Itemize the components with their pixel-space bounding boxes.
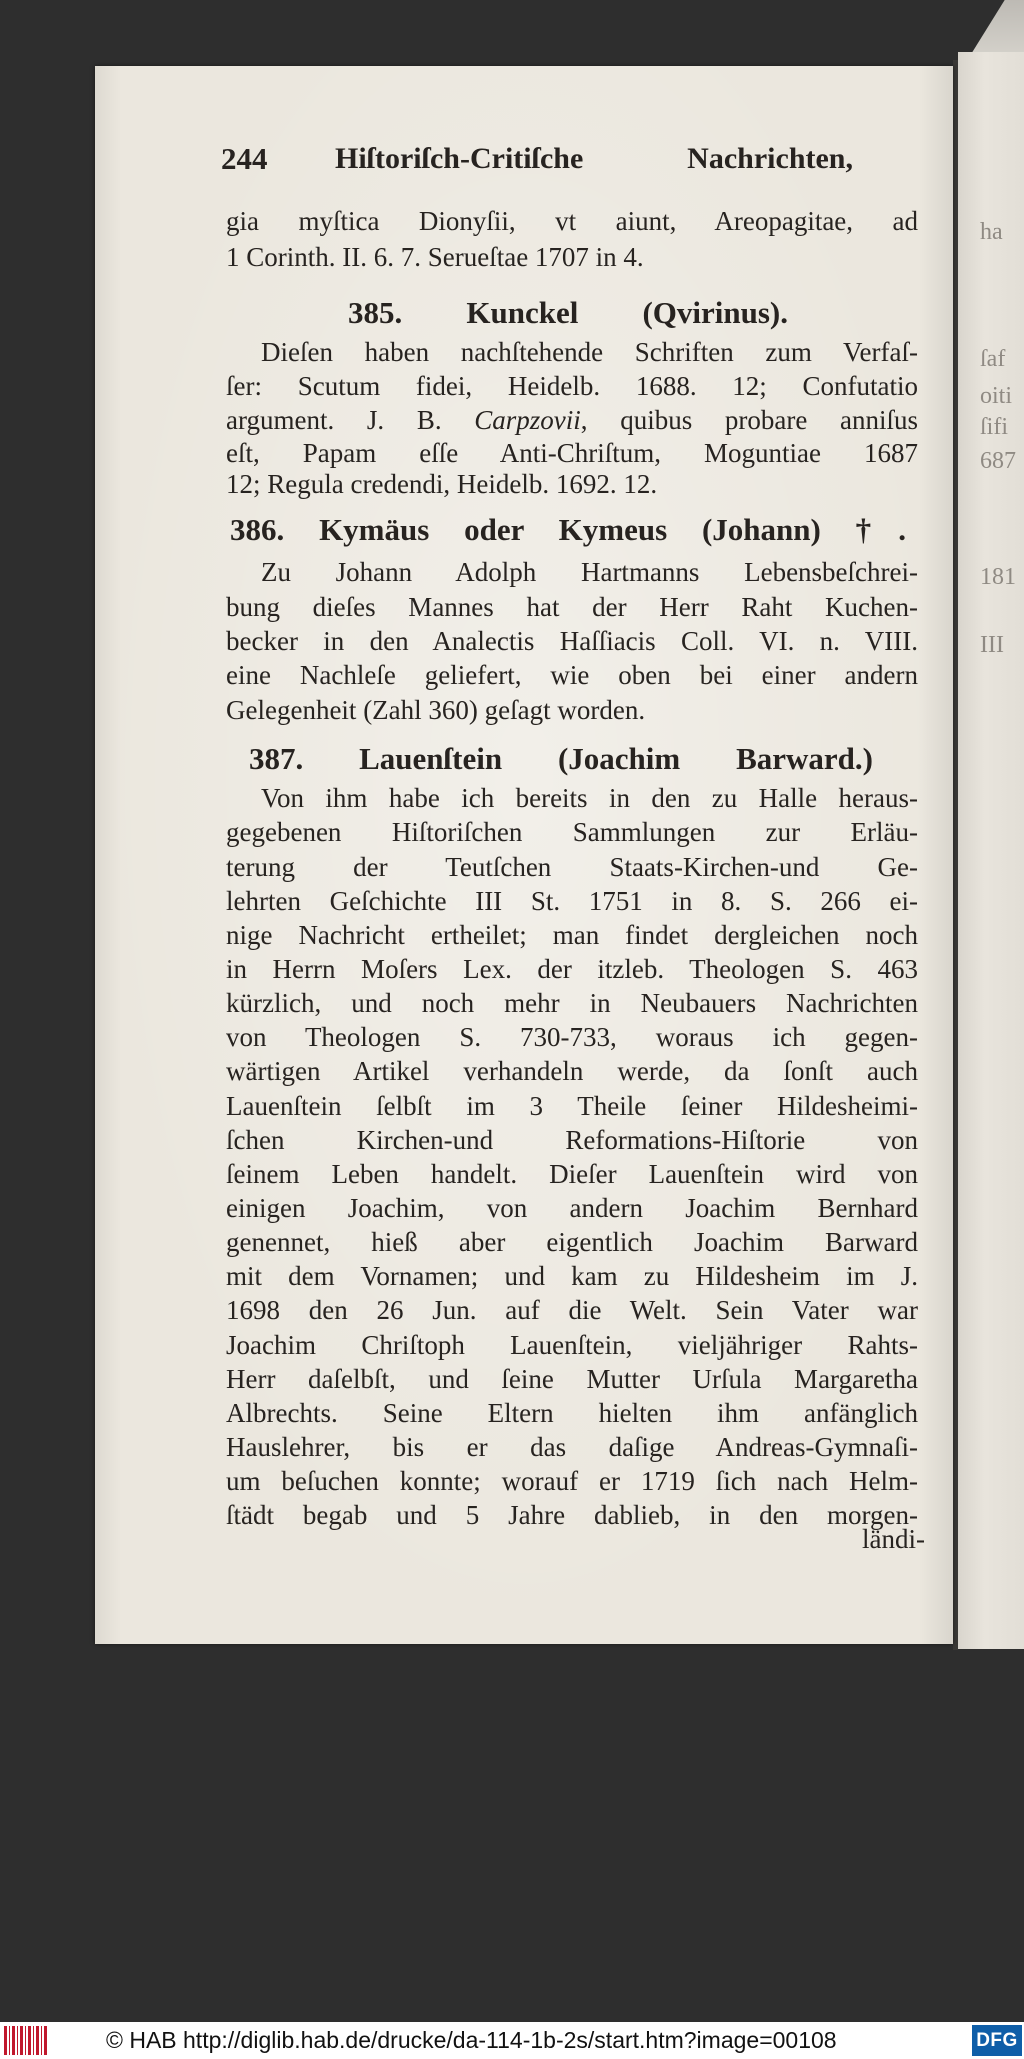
text-line: ſeinem Leben handelt. Dieſer Lauenſtein wird von <box>226 1159 918 1189</box>
text-line: 1 Corinth. II. 6. 7. Serueſtae 1707 in 4. <box>226 242 644 272</box>
text-line: in Herrn Moſers Lex. der itzleb. Theologen S. 463 <box>226 954 918 984</box>
text-line: Herr daſelbſt, und ſeine Mutter Urſula Margaretha <box>226 1364 918 1394</box>
page-gutter <box>953 60 958 1650</box>
text-line: um beſuchen konnte; worauf er 1719 ſich nach Helm- <box>226 1466 918 1496</box>
text-line: terung der Teutſchen Staats-Kirchen-und Ge- <box>226 852 918 882</box>
entry-heading: 385. Kunckel (Qvirinus). <box>348 295 788 330</box>
text-segment: , quibus probare anniſus <box>580 405 918 435</box>
adjacent-page-edge <box>958 52 1024 1649</box>
adjacent-page-fragment: 181 <box>980 564 1016 590</box>
text-line: mit dem Vornamen; und kam zu Hildesheim im J. <box>226 1261 918 1291</box>
text-line: Lauenſtein ſelbſt im 3 Theile ſeiner Hildesheimi- <box>226 1091 918 1121</box>
catchword: ländi- <box>862 1524 925 1554</box>
hab-logo-icon <box>4 2026 48 2055</box>
dfg-logo: DFG <box>972 2025 1022 2056</box>
text-segment: argument. J. B. <box>226 405 475 435</box>
text-line: von Theologen S. 730-733, woraus ich gegen- <box>226 1022 918 1052</box>
text-line: lehrten Geſchichte III St. 1751 in 8. S. 266 ei- <box>226 886 918 916</box>
text-line: ſtädt begab und 5 Jahre dablieb, in den morgen- <box>226 1500 918 1530</box>
text-line: gegebenen Hiſtoriſchen Sammlungen zur Erläu- <box>226 817 918 847</box>
entry-heading: 386. Kymäus oder Kymeus (Johann) †. <box>230 512 906 547</box>
text-line: gia myſtica Dionyſii, vt aiunt, Areopagitae, ad <box>226 206 918 236</box>
text-line: Gelegenheit (Zahl 360) geſagt worden. <box>226 695 646 725</box>
running-head-title: Hiſtoriſch-Critiſche Nachrichten, <box>335 142 853 175</box>
text-line: Von ihm habe ich bereits in den zu Halle heraus- <box>261 783 918 813</box>
text-line: kürzlich, und noch mehr in Neubauers Nachrichten <box>226 988 918 1018</box>
text-line: Zu Johann Adolph Hartmanns Lebensbeſchrei- <box>261 557 918 587</box>
text-line: wärtigen Artikel verhandeln werde, da ſonſt auch <box>226 1056 918 1086</box>
text-line: 1698 den 26 Jun. auf die Welt. Sein Vater war <box>226 1295 918 1325</box>
text-line: eſt, Papam eſſe Anti-Chriſtum, Moguntiae 1687 <box>226 438 918 468</box>
text-line: ſer: Scutum fidei, Heidelb. 1688. 12; Confutatio <box>226 371 918 401</box>
text-line: genennet, hieß aber eigentlich Joachim Barward <box>226 1227 918 1257</box>
text-line: becker in den Analectis Haſſiacis Coll. VI. n. VIII. <box>226 626 918 656</box>
text-line: Joachim Chriſtoph Lauenſtein, vieljähriger Rahts- <box>226 1330 918 1360</box>
text-line: 12; Regula credendi, Heidelb. 1692. 12. <box>226 469 658 499</box>
text-line: ſchen Kirchen-und Reformations-Hiſtorie von <box>226 1125 918 1155</box>
footer-bar <box>0 2022 1024 2059</box>
text-line: nige Nachricht ertheilet; man findet dergleichen noch <box>226 920 918 950</box>
text-line: Dieſen haben nachſtehende Schriften zum Verfaſ- <box>261 337 918 367</box>
text-line: Albrechts. Seine Eltern hielten ihm anfänglich <box>226 1398 918 1428</box>
footer-credit: © HAB http://diglib.hab.de/drucke/da-114-1b-2s/start.htm?image=00108 <box>106 2027 837 2053</box>
entry-heading: 387. Lauenſtein (Joachim Barward.) <box>249 741 873 776</box>
italic-name: Carpzovii <box>474 405 581 435</box>
adjacent-page-fragment: oiti <box>980 383 1013 409</box>
page-number: 244 <box>221 141 268 176</box>
adjacent-page-corner <box>955 0 1024 60</box>
adjacent-page-fragment: ſaf <box>980 346 1006 372</box>
adjacent-page-fragment: III <box>980 632 1004 658</box>
adjacent-page-fragment: ſifi <box>980 414 1008 440</box>
text-line: einigen Joachim, von andern Joachim Bernhard <box>226 1193 918 1223</box>
text-line: Hauslehrer, bis er das daſige Andreas-Gymnaſi- <box>226 1432 918 1462</box>
adjacent-page-fragment: ha <box>980 219 1003 245</box>
adjacent-page-fragment: 687 <box>980 448 1016 474</box>
text-line: bung dieſes Mannes hat der Herr Raht Kuchen- <box>226 592 918 622</box>
text-line <box>226 403 918 437</box>
text-line: eine Nachleſe geliefert, wie oben bei einer andern <box>226 660 918 690</box>
